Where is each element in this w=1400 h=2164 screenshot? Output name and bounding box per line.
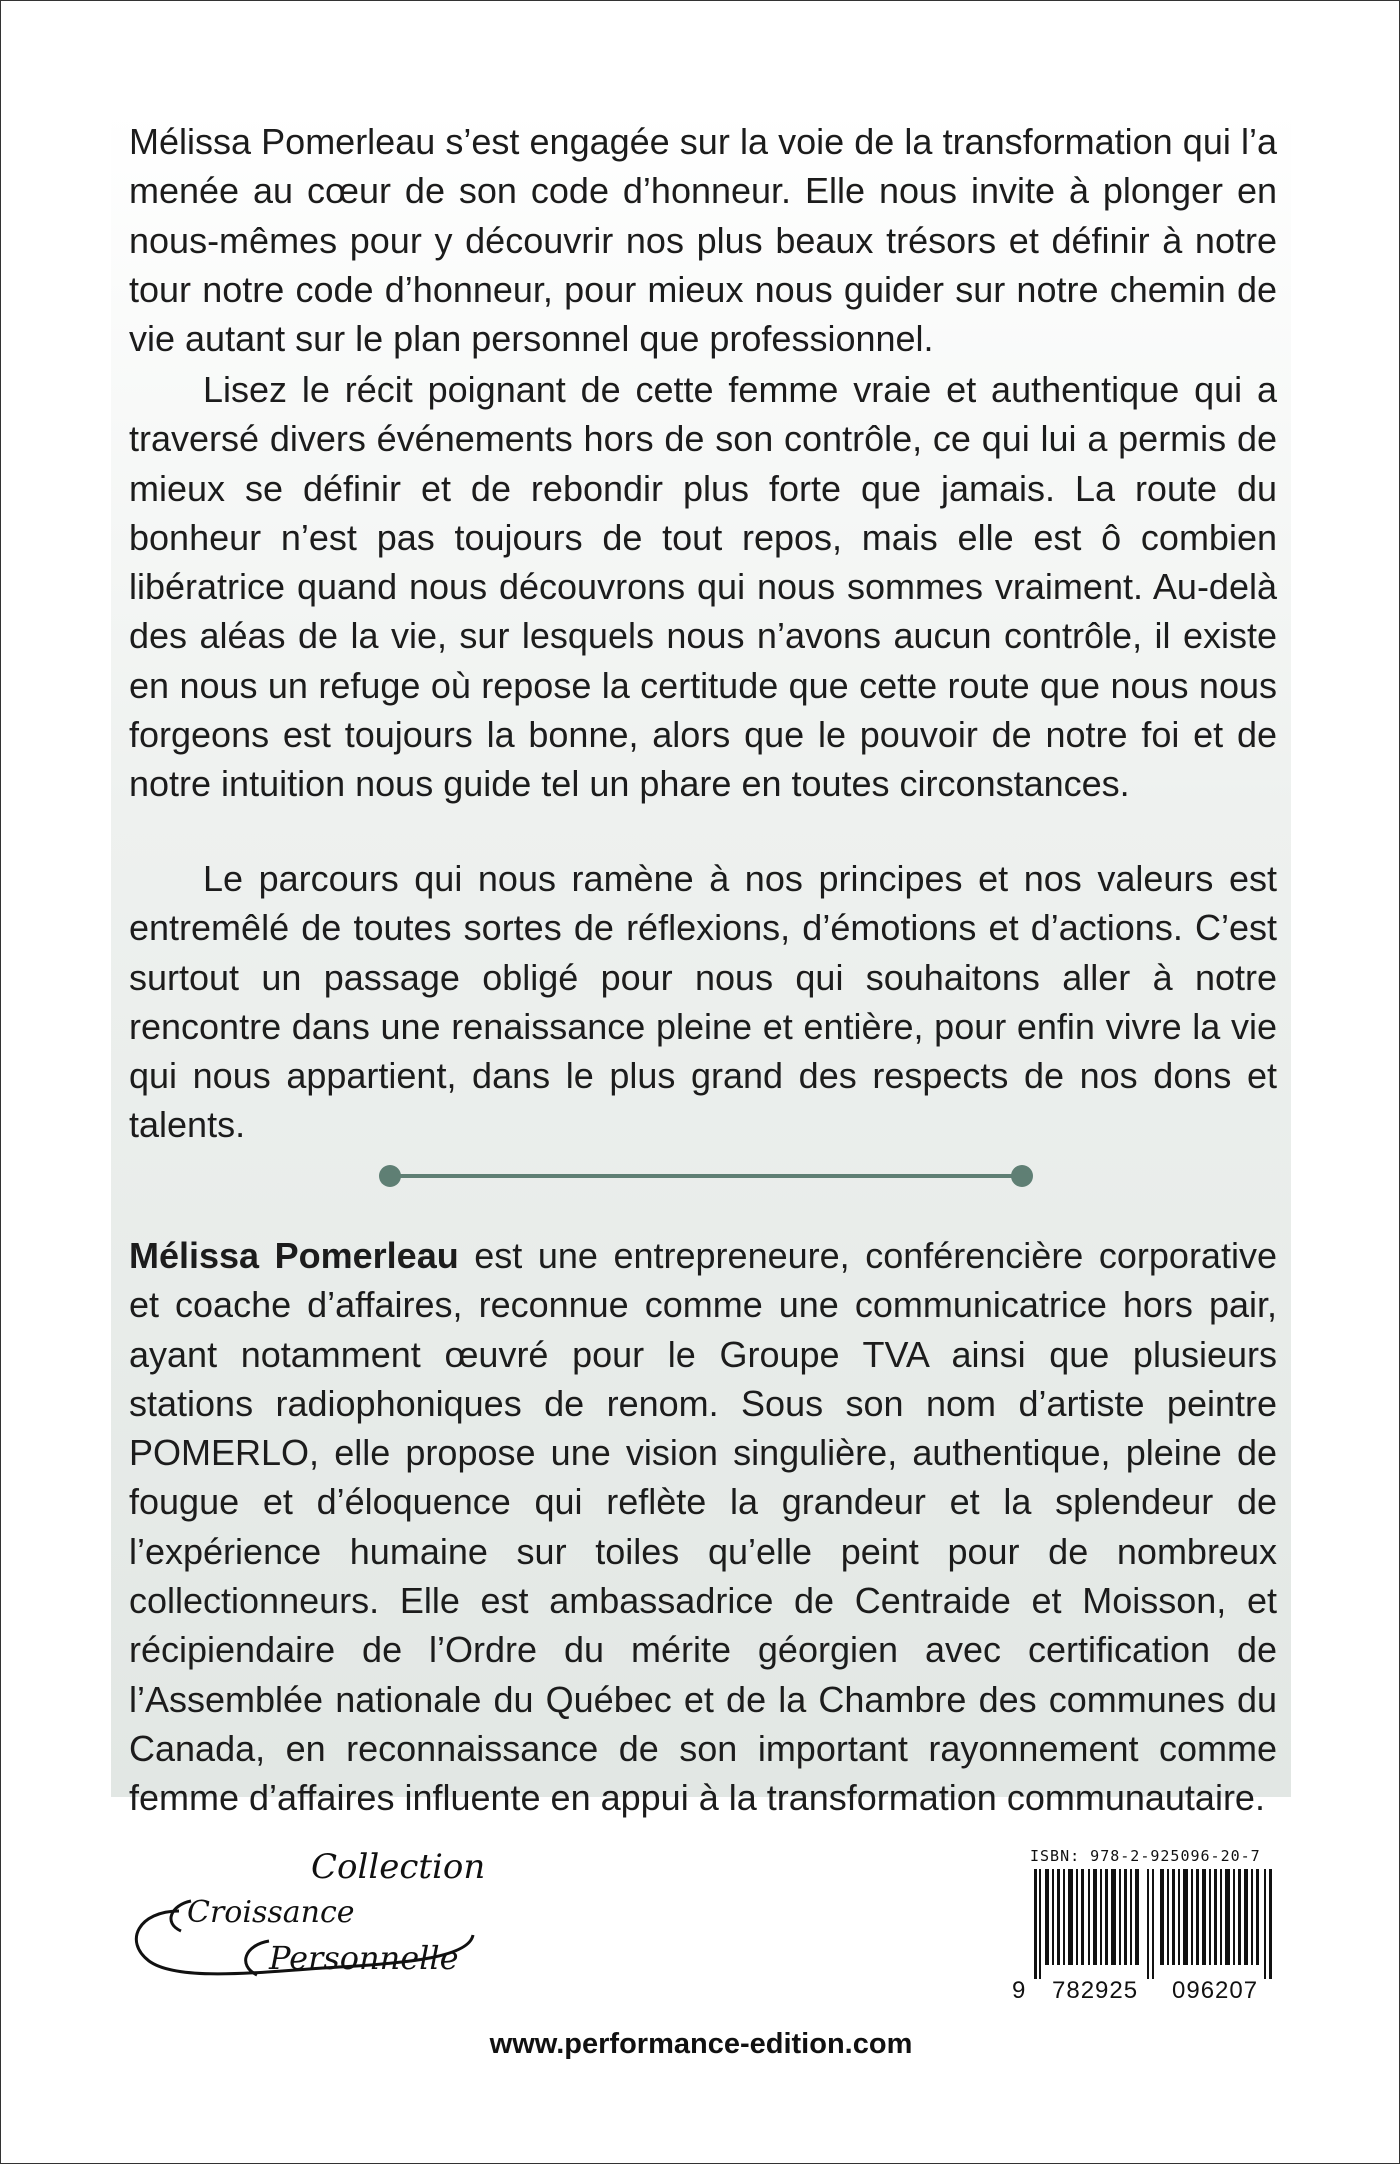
paragraph-story-text: Lisez le récit poignant de cette femme vraie et authentique qui a traversé divers événements hors de son contrôle, ce qui lui a permis de mieux se définir et de rebondir plus forte que jamais. La route du bonheur n’est pas toujours de tout repos, mais elle est ô combien libératrice quand nous découvrons qui nous sommes vraiment. Au-delà des aléas de la vie, sur lesquels nous n’avons aucun contrôle, il existe en nous un refuge où repose la certitude que cette route que nous nous forgeons est toujours la bonne, alors que le pouvoir de notre foi et de notre intuition nous guide tel un phare en toutes circonstances. — [129, 369, 1277, 805]
collection-logo — [119, 1847, 486, 1997]
paragraph-story — [129, 365, 1277, 809]
paragraph-journey — [129, 854, 1277, 1150]
author-name: Mélissa Pomerleau — [129, 1235, 459, 1276]
paragraph-intro-text: Mélissa Pomerleau s’est engagée sur la voie de la transformation qui l’a menée au cœur de son code d’honneur. Elle nous invite à plonger en nous-mêmes pour y découvrir nos plus beaux trésors et définir à notre tour notre code d’honneur, pour mieux nous guider sur notre chemin de vie autant sur le plan personnel que professionnel. — [129, 121, 1277, 360]
logo-word-personnelle: Personnelle — [269, 1939, 459, 1977]
ornamental-divider — [376, 1161, 1036, 1191]
author-bio-paragraph — [129, 1231, 1277, 1823]
barcode-digits-group1: 782925 — [1052, 1977, 1139, 2004]
barcode-bars-icon — [1012, 1869, 1292, 1979]
isbn-number: ISBN: 978-2-925096-20-7 — [1030, 1847, 1261, 1865]
barcode-digit-lead: 9 — [1012, 1977, 1026, 2004]
isbn-barcode — [1012, 1843, 1292, 2013]
publisher-website: www.performance-edition.com — [489, 2028, 913, 2060]
author-bio — [129, 1231, 1277, 1823]
logo-swash-icon — [119, 1871, 481, 1997]
paragraph-intro — [129, 117, 1277, 363]
author-bio-text: est une entrepreneure, conférencière corporative et coache d’affaires, reconnue comme une communicatrice hors pair, ayant notamment œuvré pour le Groupe TVA ainsi que plusieurs stations radiophoniques de renom. Sous son nom d’artiste peintre POMERLO, elle propose une vision singulière, authentique, pleine de fougue et d’éloquence qui reflète la grandeur et la splendeur de l’expérience humaine sur toiles qu’elle peint pour de nombreux collectionneurs. Elle est ambassadrice de Centraide et Moisson, et récipiendaire de l’Ordre du mérite géorgien avec certification de l’Assemblée nationale du Québec et de la Chambre des communes du Canada, en reconnaissance de son important rayonnement comme femme d’affaires influente en appui à la transformation communautaire. — [129, 1235, 1277, 1819]
paragraph-journey-text: Le parcours qui nous ramène à nos principes et nos valeurs est entremêlé de toutes sortes de réflexions, d’émotions et d’actions. C’est surtout un passage obligé pour nous qui souhaitons aller à notre rencontre dans une renaissance pleine et entière, pour enfin vivre la vie qui nous appartient, dans le plus grand des respects de nos dons et talents. — [129, 858, 1277, 1146]
logo-collection-text: Collection — [311, 1847, 486, 1887]
barcode-digits-group2: 096207 — [1172, 1977, 1259, 2004]
logo-word-croissance: Croissance — [187, 1895, 355, 1930]
